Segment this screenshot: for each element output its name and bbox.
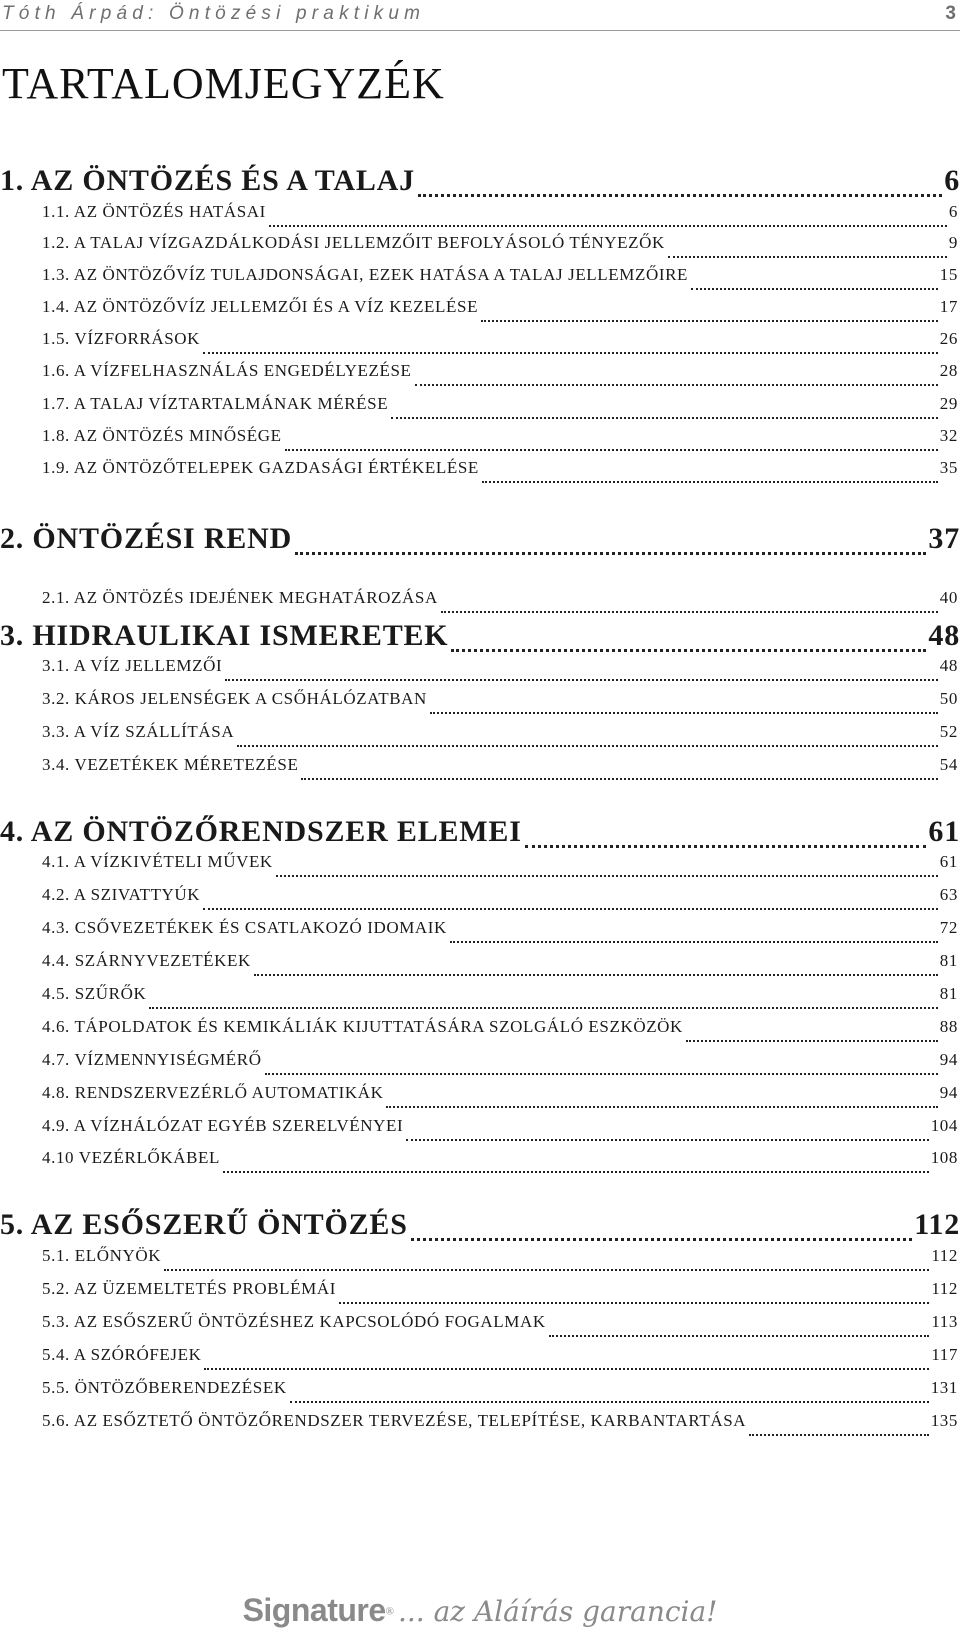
toc-entry-label: 1.5. VÍZFORRÁSOK (42, 329, 201, 348)
toc-entry-page: 37 (928, 522, 960, 555)
toc-entry-label: 4.3. CSŐVEZETÉKEK ÉS CSATLAKOZÓ IDOMAIK (42, 918, 447, 937)
toc-section-entry (42, 1279, 958, 1309)
dot-leader (276, 875, 938, 877)
dot-leader (525, 845, 927, 848)
toc-entry-label: 1.2. A TALAJ VÍZGAZDÁLKODÁSI JELLEMZŐIT BEFOLYÁSOLÓ TÉNYEZŐK (42, 233, 665, 252)
toc-section-entry (42, 1148, 958, 1178)
toc-entry-label: 5.5. ÖNTÖZŐBERENDEZÉSEK (42, 1378, 287, 1397)
toc-entry-label: 1.7. A TALAJ VÍZTARTALMÁNAK MÉRÉSE (42, 394, 389, 413)
toc-entry-page: 32 (939, 426, 958, 445)
toc-entry-label: 1.1. AZ ÖNTÖZÉS HATÁSAI (42, 202, 266, 221)
toc-entry-page: 108 (930, 1148, 958, 1167)
toc-entry-label: 4.8. RENDSZERVEZÉRLŐ AUTOMATIKÁK (42, 1083, 384, 1102)
dot-leader (686, 1040, 938, 1042)
dot-leader (406, 1139, 928, 1141)
toc-entry-label: 4.6. TÁPOLDATOK ÉS KEMIKÁLIÁK KIJUTTATÁSÁRA SZOLGÁLÓ ESZKÖZÖK (42, 1017, 683, 1036)
toc-entry-label: 1.9. AZ ÖNTÖZŐTELEPEK GAZDASÁGI ÉRTÉKELÉSE (42, 458, 479, 477)
toc-entry-page: 112 (931, 1279, 958, 1298)
toc-entry-label: 5.1. ELŐNYÖK (42, 1246, 162, 1265)
dot-leader (451, 649, 926, 652)
toc-entry-label: 5. AZ ESŐSZERŰ ÖNTÖZÉS (0, 1208, 408, 1241)
toc-entry-label: 1.4. AZ ÖNTÖZŐVÍZ JELLEMZŐI ÉS A VÍZ KEZELÉSE (42, 297, 479, 316)
toc-section-entry (42, 951, 958, 981)
running-title: Tóth Árpád: Öntözési praktikum (2, 3, 426, 24)
toc-entry-page: 113 (931, 1312, 958, 1331)
toc-entry-page: 50 (939, 689, 958, 708)
toc-entry-label: 1.6. A VÍZFELHASZNÁLÁS ENGEDÉLYEZÉSE (42, 361, 412, 380)
toc-chapter-entry (0, 1208, 960, 1248)
toc-entry-label: 5.3. AZ ESŐSZERŰ ÖNTÖZÉSHEZ KAPCSOLÓDÓ FOGALMAK (42, 1312, 546, 1331)
dot-leader (301, 778, 937, 780)
dot-leader (149, 1007, 937, 1009)
toc-entry-label: 5.4. A SZÓRÓFEJEK (42, 1345, 202, 1364)
dot-leader (295, 552, 926, 555)
toc-section-entry (42, 1116, 958, 1146)
toc-entry-page: 112 (931, 1246, 958, 1265)
dot-leader (482, 481, 938, 483)
toc-section-entry (42, 265, 958, 295)
toc-entry-label: 4.9. A VÍZHÁLÓZAT EGYÉB SZERELVÉNYEI (42, 1116, 404, 1135)
toc-entry-page: 40 (939, 588, 958, 607)
toc-section-entry (42, 202, 958, 232)
toc-section-entry (42, 852, 958, 882)
dot-leader (418, 194, 942, 197)
toc-section-entry (42, 458, 958, 488)
toc-entry-page: 54 (939, 755, 958, 774)
toc-entry-page: 26 (939, 329, 958, 348)
toc-entry-page: 72 (939, 918, 958, 937)
toc-chapter-entry (0, 815, 960, 855)
toc-entry-page: 112 (914, 1208, 960, 1241)
dot-leader (237, 745, 938, 747)
toc-entry-page: 131 (930, 1378, 958, 1397)
toc-entry-label: 3.1. A VÍZ JELLEMZŐI (42, 656, 223, 675)
toc-section-entry (42, 689, 958, 719)
toc-section-entry (42, 1083, 958, 1113)
toc-entry-label: 4.10 VEZÉRLŐKÁBEL (42, 1148, 220, 1167)
toc-entry-label: 3.4. VEZETÉKEK MÉRETEZÉSE (42, 755, 299, 774)
toc-entry-label: 4.5. SZŰRŐK (42, 984, 147, 1003)
toc-entry-page: 81 (939, 984, 958, 1003)
dot-leader (386, 1106, 937, 1108)
toc-entry-page: 48 (939, 656, 958, 675)
toc-entry-label: 3.3. A VÍZ SZÁLLÍTÁSA (42, 722, 235, 741)
toc-entry-page: 48 (928, 619, 960, 652)
dot-leader (223, 1171, 929, 1173)
toc-entry-page: 135 (930, 1411, 958, 1430)
toc-entry-page: 28 (939, 361, 958, 380)
toc-entry-page: 61 (928, 815, 960, 848)
dot-leader (668, 256, 947, 258)
toc-entry-page: 63 (939, 885, 958, 904)
toc-section-entry (42, 1246, 958, 1276)
dot-leader (691, 288, 938, 290)
toc-entry-label: 4.4. SZÁRNYVEZETÉKEK (42, 951, 251, 970)
toc-entry-page: 117 (931, 1345, 958, 1364)
dot-leader (203, 908, 938, 910)
toc-entry-page: 104 (930, 1116, 958, 1135)
page-number: 3 (945, 3, 956, 24)
toc-entry-page: 88 (939, 1017, 958, 1036)
dot-leader (225, 679, 938, 681)
dot-leader (549, 1335, 930, 1337)
signature-logo: Signature (242, 1592, 386, 1628)
toc-section-entry (42, 588, 958, 618)
toc-entry-page: 15 (939, 265, 958, 284)
dot-leader (164, 1269, 929, 1271)
toc-section-entry (42, 885, 958, 915)
footer-branding (0, 1592, 960, 1629)
dot-leader (254, 974, 938, 976)
dot-leader (285, 449, 938, 451)
toc-section-entry (42, 918, 958, 948)
toc-entry-page: 9 (948, 233, 958, 252)
toc-section-entry (42, 297, 958, 327)
toc-entry-label: 1.3. AZ ÖNTÖZŐVÍZ TULAJDONSÁGAI, EZEK HATÁSA A TALAJ JELLEMZŐIRE (42, 265, 689, 284)
toc-section-entry (42, 1345, 958, 1375)
toc-section-entry (42, 394, 958, 424)
dot-leader (203, 352, 938, 354)
toc-section-entry (42, 1017, 958, 1047)
trademark-symbol: ® (385, 1605, 394, 1618)
toc-entry-label: 4. AZ ÖNTÖZŐRENDSZER ELEMEI (0, 815, 522, 848)
dot-leader (339, 1302, 929, 1304)
toc-entry-label: 4.2. A SZIVATTYÚK (42, 885, 201, 904)
toc-section-entry (42, 361, 958, 391)
toc-entry-label: 5.2. AZ ÜZEMELTETÉS PROBLÉMÁI (42, 1279, 336, 1298)
toc-entry-label: 1.8. AZ ÖNTÖZÉS MINŐSÉGE (42, 426, 282, 445)
toc-entry-label: 5.6. AZ ESŐZTETŐ ÖNTÖZŐRENDSZER TERVEZÉSE, TELEPÍTÉSE, KARBANTARTÁSA (42, 1411, 747, 1430)
dot-leader (749, 1434, 929, 1436)
footer-tagline: ... az Aláírás garancia! (398, 1595, 718, 1628)
toc-section-entry (42, 1411, 958, 1441)
dot-leader (265, 1073, 938, 1075)
dot-leader (411, 1238, 913, 1241)
toc-entry-label: 4.1. A VÍZKIVÉTELI MŰVEK (42, 852, 273, 871)
toc-section-entry (42, 329, 958, 359)
toc-entry-page: 6 (944, 164, 960, 197)
toc-entry-page: 29 (939, 394, 958, 413)
toc-entry-label: 1. AZ ÖNTÖZÉS ÉS A TALAJ (0, 164, 415, 197)
page-title: TARTALOMJEGYZÉK (2, 59, 445, 108)
toc-section-entry (42, 1050, 958, 1080)
toc-entry-label: 2.1. AZ ÖNTÖZÉS IDEJÉNEK MEGHATÁROZÁSA (42, 588, 438, 607)
toc-section-entry (42, 1378, 958, 1408)
toc-chapter-entry (0, 619, 960, 659)
toc-entry-label: 2. ÖNTÖZÉSI REND (0, 522, 293, 555)
dot-leader (290, 1401, 929, 1403)
toc-section-entry (42, 984, 958, 1014)
dot-leader (204, 1368, 929, 1370)
toc-section-entry (42, 755, 958, 785)
dot-leader (269, 225, 947, 227)
dot-leader (441, 611, 938, 613)
toc-chapter-entry (0, 164, 960, 204)
toc-chapter-entry (0, 522, 960, 562)
toc-section-entry (42, 1312, 958, 1342)
dot-leader (415, 384, 938, 386)
dot-leader (481, 320, 938, 322)
toc-entry-page: 81 (939, 951, 958, 970)
toc-entry-label: 4.7. VÍZMENNYISÉGMÉRŐ (42, 1050, 262, 1069)
toc-entry-page: 94 (939, 1083, 958, 1102)
toc-section-entry (42, 233, 958, 263)
dot-leader (430, 712, 938, 714)
toc-entry-label: 3. HIDRAULIKAI ISMERETEK (0, 619, 449, 652)
toc-section-entry (42, 656, 958, 686)
toc-section-entry (42, 426, 958, 456)
dot-leader (391, 417, 938, 419)
toc-entry-page: 94 (939, 1050, 958, 1069)
toc-entry-page: 61 (939, 852, 958, 871)
toc-entry-page: 6 (948, 202, 958, 221)
toc-entry-page: 17 (939, 297, 958, 316)
dot-leader (450, 941, 938, 943)
toc-entry-page: 35 (939, 458, 958, 477)
toc-entry-page: 52 (939, 722, 958, 741)
toc-entry-label: 3.2. KÁROS JELENSÉGEK A CSŐHÁLÓZATBAN (42, 689, 427, 708)
toc-section-entry (42, 722, 958, 752)
running-header (0, 0, 960, 31)
